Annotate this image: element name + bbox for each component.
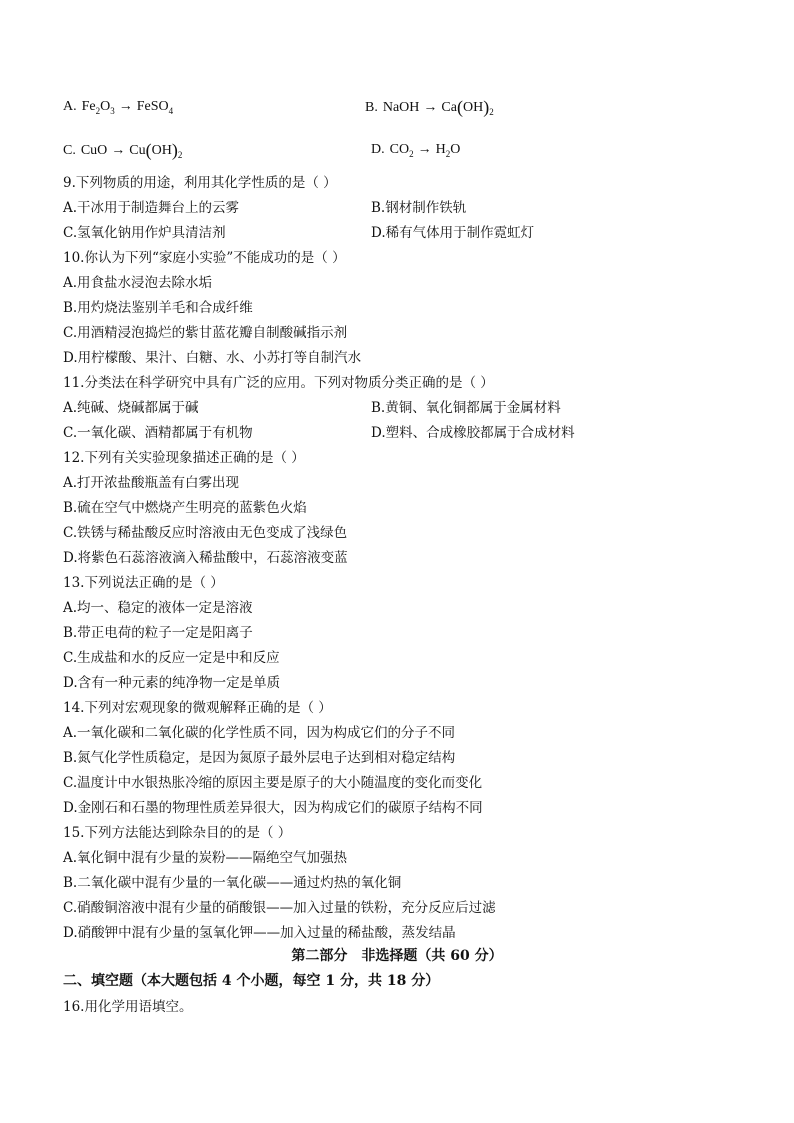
q11-option-a: A.纯碱、烧碱都属于碱: [63, 400, 199, 416]
q10-option-b: B.用灼烧法鉴别羊毛和合成纤维: [63, 300, 253, 316]
q15-option-d: D.硝酸钾中混有少量的氢氧化钾——加入过量的稀盐酸，蒸发结晶: [63, 925, 456, 941]
q10-option-a: A.用食盐水浸泡去除水垢: [63, 275, 213, 291]
q13-stem: 13.下列说法正确的是（ ）: [63, 575, 224, 591]
q14-option-a: A.一氧化碳和二氧化碳的化学性质不同，因为构成它们的分子不同: [63, 725, 456, 741]
q13-option-d: D.含有一种元素的纯净物一定是单质: [63, 675, 281, 691]
q13-option-c: C.生成盐和水的反应一定是中和反应: [63, 650, 280, 666]
q12-option-c: C.铁锈与稀盐酸反应时溶液由无色变成了浅绿色: [63, 525, 348, 541]
q15-stem: 15.下列方法能达到除杂目的的是（ ）: [63, 825, 292, 841]
q12-option-b: B.硫在空气中燃烧产生明亮的蓝紫色火焰: [63, 500, 307, 516]
q10-stem: 10.你认为下列“家庭小实验”不能成功的是（ ）: [63, 250, 346, 266]
q8-options-row-1: [63, 96, 763, 126]
q14-stem: 14.下列对宏观现象的微观解释正确的是（ ）: [63, 700, 332, 716]
q10-option-c: C.用酒精浸泡捣烂的紫甘蓝花瓣自制酸碱指示剂: [63, 325, 348, 341]
section2-title: 二、填空题（本大题包括 4 个小题，每空 1 分，共 18 分）: [63, 973, 440, 989]
q14-option-d: D.金刚石和石墨的物理性质差异很大，因为构成它们的碳原子结构不同: [63, 800, 483, 816]
q13-option-b: B.带正电荷的粒子一定是阳离子: [63, 625, 253, 641]
q9-stem: 9.下列物质的用途，利用其化学性质的是（ ）: [63, 175, 337, 191]
arrow-icon: →: [111, 143, 126, 158]
q9-option-c: C.氢氧化钠用作炉具清洁剂: [63, 225, 226, 241]
q8-option-a: A. $Fe_2O_3$ → FeSO$_4$: [63, 99, 174, 116]
q11-stem: 11.分类法在科学研究中具有广泛的应用。下列对物质分类正确的是（ ）: [63, 375, 494, 391]
q12-option-a: A.打开浓盐酸瓶盖有白雾出现: [63, 475, 240, 491]
q14-option-c: C.温度计中水银热胀冷缩的原因主要是原子的大小随温度的变化而变化: [63, 775, 483, 791]
q13-option-a: A.均一、稳定的液体一定是溶液: [63, 600, 253, 616]
q16-stem: 16.用化学用语填空。: [63, 999, 193, 1015]
q10-option-d: D.用柠檬酸、果汁、白糖、水、小苏打等自制汽水: [63, 350, 362, 366]
arrow-icon: →: [423, 100, 438, 115]
arrow-icon: →: [118, 99, 133, 114]
q11-option-c: C.一氧化碳、酒精都属于有机物: [63, 425, 253, 441]
q15-option-c: C.硝酸铜溶液中混有少量的硝酸银——加入过量的铁粉，充分反应后过滤: [63, 900, 496, 916]
q12-option-d: D.将紫色石蕊溶液滴入稀盐酸中，石蕊溶液变蓝: [63, 550, 348, 566]
part2-title: 第二部分 非选择题（共 60 分）: [291, 948, 503, 964]
q8-option-b: B. NaOH → $Ca(OH)_2$: [365, 97, 494, 117]
q15-option-a: A.氧化铜中混有少量的炭粉——隔绝空气加强热: [63, 850, 348, 866]
q14-option-b: B.氮气化学性质稳定，是因为氮原子最外层电子达到相对稳定结构: [63, 750, 456, 766]
q11-option-d: D.塑料、合成橡胶都属于合成材料: [371, 425, 575, 441]
q11-option-b: B.黄铜、氧化铜都属于金属材料: [371, 400, 561, 416]
q8-options-row-2: [63, 139, 763, 169]
q9-option-d: D.稀有气体用于制作霓虹灯: [371, 225, 535, 241]
arrow-icon: →: [417, 142, 432, 157]
q15-option-b: B.二氧化碳中混有少量的一氧化碳——通过灼热的氧化铜: [63, 875, 402, 891]
q8-option-c: C. CuO → $Cu(OH)_2$: [63, 140, 183, 160]
q9-option-a: A.干冰用于制造舞台上的云雾: [63, 200, 240, 216]
q12-stem: 12.下列有关实验现象描述正确的是（ ）: [63, 450, 305, 466]
q9-option-b: B.钢材制作铁轨: [371, 200, 467, 216]
q8-option-d: D. $CO_2 \to H_2O$: [371, 142, 461, 159]
